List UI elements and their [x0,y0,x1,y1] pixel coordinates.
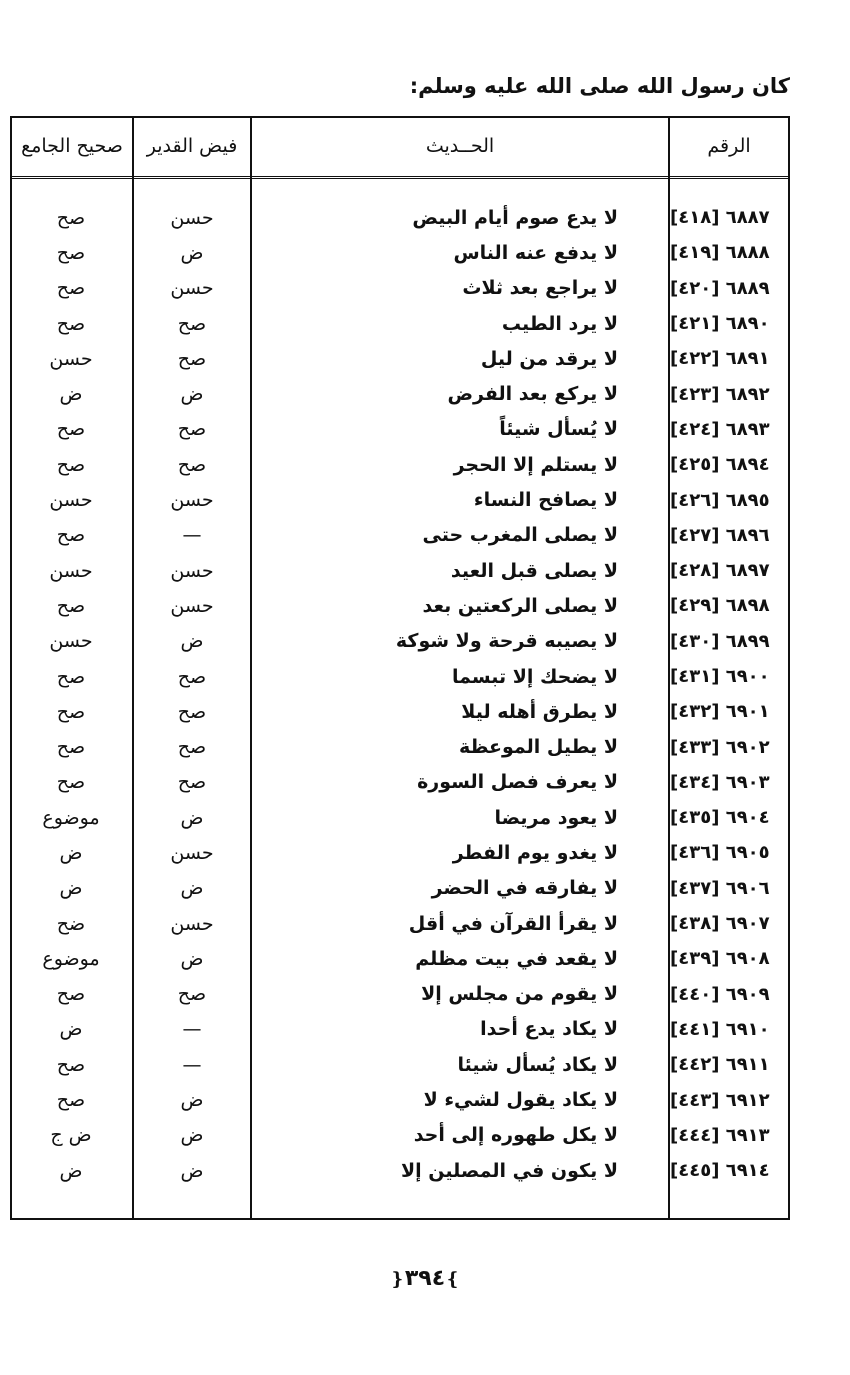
row-fayd-grade: صح [177,700,207,723]
row-hadith: لا يُسأل شيئاً [499,418,618,441]
row-fayd-grade: حسن [170,277,214,300]
row-number: ٦٨٩٧ [٤٢٨] [670,560,770,582]
row-hadith: لا يدع صوم أيام البيض [412,206,618,229]
row-number: ٦٩١٢ [٤٤٣] [670,1089,770,1111]
table-row [12,765,788,800]
row-hadith: لا يفارقه في الحضر [431,877,618,900]
row-fayd-grade: صح [177,983,207,1006]
row-number: ٦٩١٣ [٤٤٤] [670,1124,770,1146]
table-row [12,1082,788,1117]
table-row [12,1118,788,1153]
table-row [12,800,788,835]
row-sahih-grade: ض [59,383,83,406]
row-sahih-grade: صح [56,700,86,723]
row-fayd-grade: حسن [170,489,214,512]
table-row [12,341,788,376]
row-fayd-grade: حسن [170,559,214,582]
row-sahih-grade: صح [56,665,86,688]
header-number: الرقم [707,135,751,158]
row-hadith: لا يغدو يوم الفطر [452,841,618,864]
row-number: ٦٨٩٥ [٤٢٦] [670,489,770,511]
table-row [12,553,788,588]
row-sahih-grade: حسن [49,489,93,512]
page-heading: كان رسول الله صلى الله عليه وسلم: [409,74,790,98]
row-number: ٦٨٩٢ [٤٢٣] [670,383,770,405]
row-sahih-grade: صح [56,1089,86,1112]
header-divider [12,176,788,179]
row-fayd-grade: حسن [170,841,214,864]
row-hadith: لا يدفع عنه الناس [453,241,618,264]
table-row [12,588,788,623]
row-fayd-grade: ض [180,877,204,900]
table-row [12,412,788,447]
row-sahih-grade: صح [56,771,86,794]
row-number: ٦٩٠٧ [٤٣٨] [670,913,770,935]
table-row [12,729,788,764]
row-fayd-grade: — [182,1018,202,1041]
row-sahih-grade: صح [56,312,86,335]
row-sahih-grade: ض [59,1018,83,1041]
row-number: ٦٩١٤ [٤٤٥] [670,1160,770,1182]
row-sahih-grade: حسن [49,559,93,582]
row-number: ٦٨٩١ [٤٢٢] [670,348,770,370]
row-sahih-grade: موضوع [42,806,100,829]
header-fayd: فيض القدير [146,135,238,158]
row-hadith: لا يصافح النساء [473,489,618,512]
row-sahih-grade: صح [56,736,86,759]
ornament-left: ❵ [445,1269,461,1290]
table-row [12,659,788,694]
row-hadith: لا يكون في المصلين إلا [401,1159,618,1182]
row-number: ٦٩٠٢ [٤٣٣] [670,736,770,758]
row-sahih-grade: صح [56,524,86,547]
table-row [12,376,788,411]
row-hadith: لا يعود مريضا [494,806,618,829]
row-number: ٦٩٠٤ [٤٣٥] [670,807,770,829]
row-number: ٦٨٩٦ [٤٢٧] [670,524,770,546]
row-sahih-grade: صح [56,453,86,476]
row-fayd-grade: حسن [170,912,214,935]
row-hadith: لا يرد الطيب [501,312,618,335]
row-fayd-grade: ض [180,1124,204,1147]
row-number: ٦٨٨٩ [٤٢٠] [670,277,770,299]
table-row [12,835,788,870]
row-hadith: لا يطيل الموعظة [458,736,618,759]
row-fayd-grade: حسن [170,594,214,617]
row-hadith: لا يرقد من ليل [480,347,618,370]
row-number: ٦٨٩٨ [٤٢٩] [670,595,770,617]
row-hadith: لا يصيبه قرحة ولا شوكة [395,630,618,653]
row-sahih-grade: ض [59,877,83,900]
row-fayd-grade: صح [177,736,207,759]
row-fayd-grade: ض [180,1159,204,1182]
row-hadith: لا يكاد يُسأل شيئا [457,1053,618,1076]
row-sahih-grade: صح [56,241,86,264]
row-sahih-grade: صح [56,594,86,617]
table-row [12,1012,788,1047]
row-number: ٦٩٠١ [٤٣٢] [670,701,770,723]
row-number: ٦٩٠٣ [٤٣٤] [670,771,770,793]
row-sahih-grade: صح [56,983,86,1006]
row-fayd-grade: صح [177,347,207,370]
row-fayd-grade: ض [180,241,204,264]
row-hadith: لا يضحك إلا تبسما [452,665,618,688]
table-row [12,235,788,270]
row-fayd-grade: ض [180,630,204,653]
table-row [12,977,788,1012]
row-sahih-grade: صح [56,418,86,441]
row-sahih-grade: ض [59,1159,83,1182]
header-sahih: صحيح الجامع [21,135,123,158]
table-body [12,200,788,1188]
row-sahih-grade: صح [56,1053,86,1076]
row-fayd-grade: صح [177,312,207,335]
row-fayd-grade: — [182,1053,202,1076]
page-number [0,1266,850,1291]
row-hadith: لا يصلى المغرب حتى [422,524,618,547]
table-row [12,624,788,659]
table-row [12,941,788,976]
table-row [12,1047,788,1082]
row-hadith: لا يقوم من مجلس إلا [421,983,618,1006]
row-number: ٦٨٨٧ [٤١٨] [670,207,770,229]
row-fayd-grade: حسن [170,206,214,229]
row-sahih-grade: صح [56,206,86,229]
row-hadith: لا يصلى قبل العيد [450,559,618,582]
row-sahih-grade: ض ج [50,1124,92,1147]
row-hadith: لا يستلم إلا الحجر [453,453,618,476]
row-number: ٦٨٩٤ [٤٢٥] [670,454,770,476]
row-fayd-grade: ض [180,383,204,406]
ornament-right: ❴ [389,1269,405,1290]
row-hadith: لا يركع بعد الفرض [447,383,618,406]
table-row [12,906,788,941]
page-number-value: ٣٩٤ [404,1266,446,1291]
table-row [12,271,788,306]
table-row [12,482,788,517]
row-number: ٦٩٠٨ [٤٣٩] [670,948,770,970]
row-sahih-grade: حسن [49,630,93,653]
row-hadith: لا يعرف فصل السورة [417,771,618,794]
row-fayd-grade: صح [177,665,207,688]
row-sahih-grade: صح [56,277,86,300]
row-hadith: لا يراجع بعد ثلاث [462,277,618,300]
table-row [12,1153,788,1188]
row-fayd-grade: صح [177,418,207,441]
row-number: ٦٩١١ [٤٤٢] [670,1054,770,1076]
table-row [12,447,788,482]
row-fayd-grade: صح [177,771,207,794]
row-hadith: لا يكاد يدع أحدا [480,1018,618,1041]
row-fayd-grade: ض [180,806,204,829]
row-hadith: لا يطرق أهله ليلا [461,700,618,723]
row-number: ٦٩٠٩ [٤٤٠] [670,983,770,1005]
table-row [12,694,788,729]
row-number: ٦٨٨٨ [٤١٩] [670,242,770,264]
row-fayd-grade: ض [180,947,204,970]
table-row [12,518,788,553]
row-hadith: لا يكاد يقول لشيء لا [423,1089,618,1112]
hadith-table [10,116,790,1220]
row-hadith: لا يكل طهوره إلى أحد [413,1124,618,1147]
row-fayd-grade: صح [177,453,207,476]
table-row [12,871,788,906]
row-sahih-grade: ضح [56,912,86,935]
row-hadith: لا يقرأ القرآن في أقل [408,912,618,935]
row-sahih-grade: ض [59,841,83,864]
row-number: ٦٨٩٣ [٤٢٤] [670,418,770,440]
row-number: ٦٩٠٦ [٤٣٧] [670,877,770,899]
row-number: ٦٩٠٥ [٤٣٦] [670,842,770,864]
table-row [12,306,788,341]
row-sahih-grade: موضوع [42,947,100,970]
row-sahih-grade: حسن [49,347,93,370]
header-hadith: الحــديث [425,135,495,158]
row-number: ٦٩٠٠ [٤٣١] [670,666,770,687]
row-number: ٦٨٩٩ [٤٣٠] [670,630,770,652]
row-number: ٦٩١٠ [٤٤١] [670,1018,770,1040]
table-row [12,200,788,235]
row-number: ٦٨٩٠ [٤٢١] [670,313,770,335]
row-fayd-grade: — [182,524,202,547]
row-hadith: لا يقعد في بيت مظلم [415,947,618,970]
row-fayd-grade: ض [180,1089,204,1112]
row-hadith: لا يصلى الركعتين بعد [422,594,618,617]
